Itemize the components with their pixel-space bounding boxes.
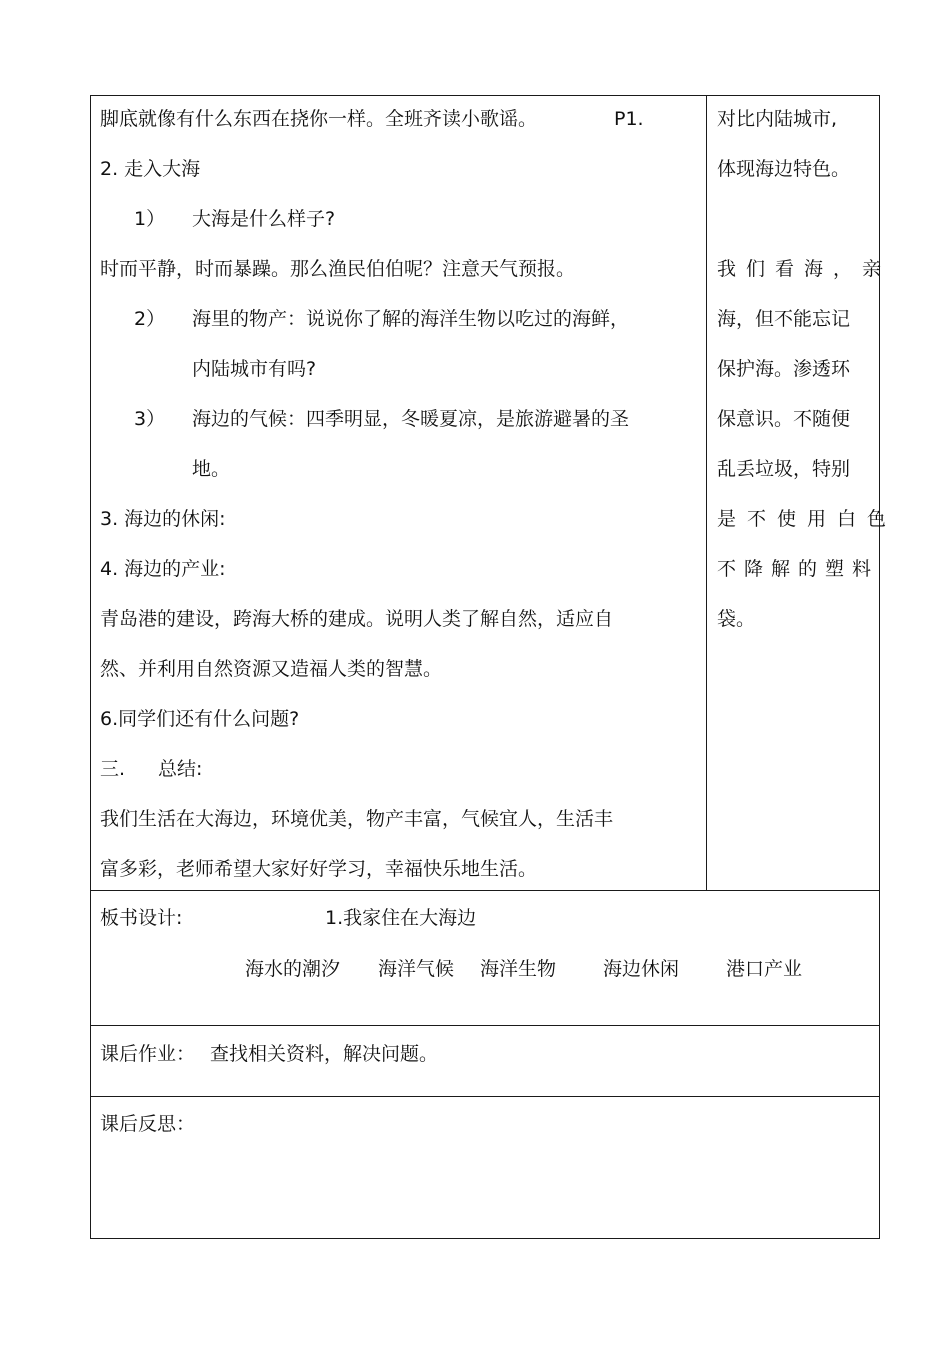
section-heading: 3. 海边的休闲: [100, 508, 226, 530]
row-divider-reflection [90, 1096, 880, 1097]
note-line: 保意识。不随便 [717, 408, 851, 430]
lesson-line: 我们生活在大海边，环境优美，物产丰富，气候宜人，生活丰 [100, 808, 614, 830]
lesson-line: 青岛港的建设，跨海大桥的建成。说明人类了解自然，适应自 [100, 608, 614, 630]
board-label: 板书设计: [100, 907, 183, 929]
item-text: 大海是什么样子? [192, 208, 336, 230]
summary-heading: 总结: [158, 758, 203, 780]
lesson-line: 时而平静，时而暴躁。那么渔民伯伯呢？注意天气预报。 [100, 258, 576, 280]
lesson-line: 富多彩，老师希望大家好好学习，幸福快乐地生活。 [100, 858, 538, 880]
note-line: 对比内陆城市, [717, 108, 838, 130]
note-line: 海，但不能忘记 [717, 308, 851, 330]
note-line: 保护海。渗透环 [717, 358, 851, 380]
lesson-line: 然、并利用自然资源又造福人类的智慧。 [100, 658, 443, 680]
row-divider-homework [90, 1025, 880, 1026]
note-line: 是不使用白色 [717, 508, 898, 530]
column-divider [706, 95, 707, 891]
item-number: 2） [134, 308, 166, 330]
board-item: 海洋气候 [378, 958, 455, 980]
section-heading: 6.同学们还有什么问题? [100, 708, 300, 730]
page-ref: P1. [614, 108, 644, 130]
note-line: 袋。 [717, 608, 756, 630]
row-divider-board [90, 890, 880, 891]
item-number: 3） [134, 408, 166, 430]
note-line: 乱丢垃圾，特别 [717, 458, 851, 480]
section-heading: 2. 走入大海 [100, 158, 201, 180]
lesson-line: 脚底就像有什么东西在挠你一样。全班齐读小歌谣。 [100, 108, 538, 130]
board-item: 港口产业 [726, 958, 803, 980]
section-heading: 4. 海边的产业: [100, 558, 226, 580]
homework-label: 课后作业： [100, 1043, 196, 1065]
item-text: 地。 [192, 458, 231, 480]
summary-number: 三. [100, 758, 126, 780]
item-text: 海里的物产：说说你了解的海洋生物以吃过的海鲜， [192, 308, 630, 330]
item-text: 海边的气候：四季明显，冬暖夏凉，是旅游避暑的圣 [192, 408, 630, 430]
board-item: 海边休闲 [603, 958, 680, 980]
homework-text: 查找相关资料，解决问题。 [210, 1043, 439, 1065]
reflection-label: 课后反思： [100, 1113, 196, 1135]
board-item: 海洋生物 [480, 958, 557, 980]
board-title: 1.我家住在大海边 [325, 907, 477, 929]
item-text: 内陆城市有吗? [192, 358, 317, 380]
item-number: 1） [134, 208, 166, 230]
note-line: 体现海边特色。 [717, 158, 851, 180]
board-item: 海水的潮汐 [245, 958, 341, 980]
note-line: 不降解的塑料 [717, 558, 880, 580]
note-line: 我们看海，亲 [717, 258, 892, 280]
